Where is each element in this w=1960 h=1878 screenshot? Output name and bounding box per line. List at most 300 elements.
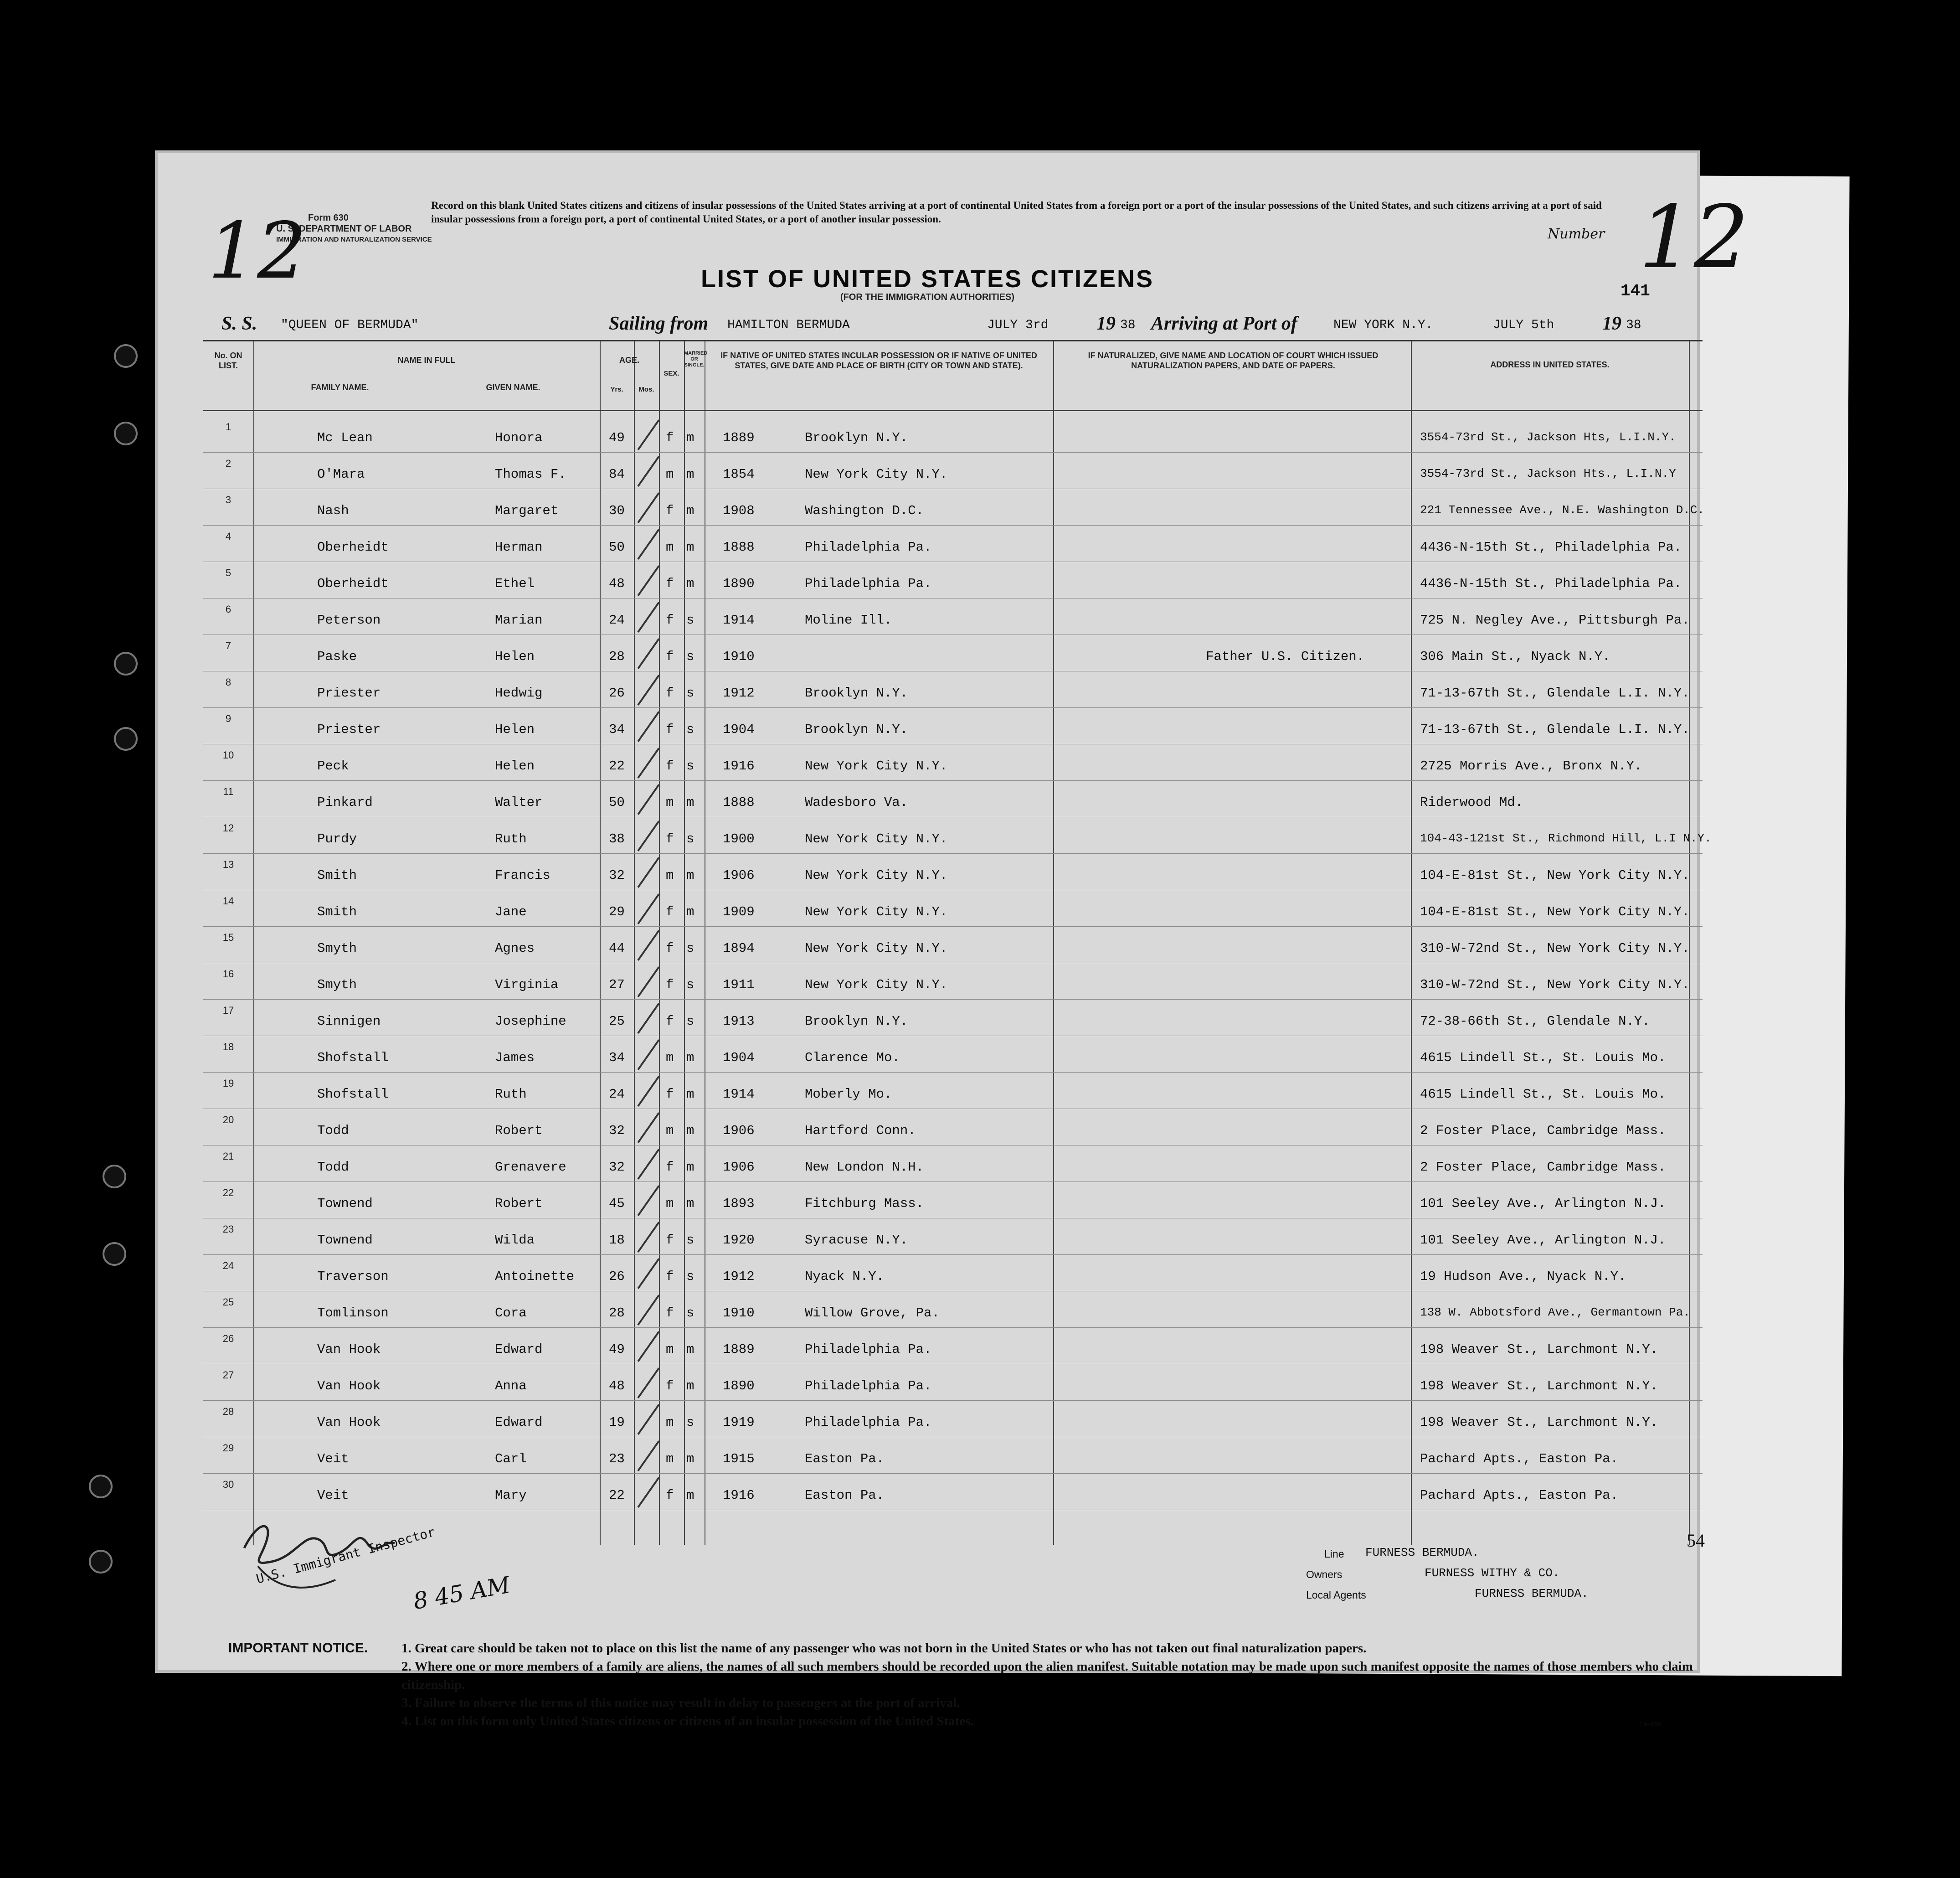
address: 104-E-81st St., New York City N.Y. (1420, 868, 1690, 883)
married-single: s (686, 686, 694, 701)
address: 198 Weaver St., Larchmont N.Y. (1420, 1378, 1658, 1393)
header-months: Mos. (638, 386, 654, 393)
row-number: 12 (222, 822, 234, 834)
age-years: 24 (609, 1087, 625, 1102)
table-row (203, 745, 1703, 781)
arrival-year-prefix: 19 (1602, 313, 1621, 334)
age-years: 22 (609, 1488, 625, 1503)
owners-value: FURNESS WITHY & CO. (1425, 1566, 1560, 1580)
row-rule (203, 926, 1703, 927)
table-row (203, 1474, 1703, 1511)
family-name: O'Mara (317, 467, 365, 482)
family-name: Traverson (317, 1269, 389, 1284)
sex: m (666, 795, 674, 810)
check-mark (637, 893, 659, 924)
service: IMMIGRATION AND NATURALIZATION SERVICE (276, 236, 432, 243)
family-name: Priester (317, 722, 381, 737)
married-single: m (686, 1342, 694, 1357)
header-age: AGE. (619, 356, 639, 365)
address: 725 N. Negley Ave., Pittsburgh Pa. (1420, 613, 1690, 628)
birth-place: Washington D.C. (805, 503, 924, 518)
agents-value: FURNESS BERMUDA. (1475, 1587, 1589, 1600)
row-number: 30 (222, 1479, 234, 1490)
sex: f (666, 941, 674, 956)
row-number: 23 (222, 1223, 234, 1235)
page-subtitle: (FOR THE IMMIGRATION AUTHORITIES) (840, 292, 1015, 302)
row-number: 3 (225, 494, 231, 506)
age-years: 32 (609, 1123, 625, 1138)
birth-year: 1913 (723, 1014, 755, 1029)
given-name: Ruth (495, 831, 527, 846)
table-row (203, 1365, 1703, 1401)
family-name: Priester (317, 686, 381, 701)
age-years: 48 (609, 1378, 625, 1393)
line-value: FURNESS BERMUDA. (1365, 1546, 1479, 1559)
married-single: m (686, 1123, 694, 1138)
notice-label: IMPORTANT NOTICE. (228, 1641, 368, 1656)
address: Pachard Apts., Easton Pa. (1420, 1488, 1619, 1503)
stamp-time: 8 45 AM (411, 1571, 512, 1615)
row-number: 4 (225, 531, 231, 542)
given-name: Francis (495, 868, 550, 883)
table-row (203, 672, 1703, 708)
sex: m (666, 1123, 674, 1138)
check-mark (637, 1003, 659, 1034)
family-name: Veit (317, 1451, 349, 1466)
married-single: m (686, 868, 694, 883)
table-row (203, 1073, 1703, 1109)
row-number: 20 (222, 1114, 234, 1125)
age-years: 22 (609, 758, 625, 774)
sex: f (666, 613, 674, 628)
table-row (203, 1109, 1703, 1146)
given-name: Edward (495, 1342, 543, 1357)
age-years: 50 (609, 795, 625, 810)
age-years: 48 (609, 576, 625, 591)
age-years: 50 (609, 540, 625, 555)
family-name: Van Hook (317, 1342, 381, 1357)
birth-place: Brooklyn N.Y. (805, 1014, 908, 1029)
given-name: Helen (495, 649, 535, 664)
birth-place: Brooklyn N.Y. (805, 722, 908, 737)
given-name: James (495, 1050, 535, 1065)
header-given-name: GIVEN NAME. (486, 383, 540, 392)
married-single: m (686, 1160, 694, 1175)
check-mark (637, 1076, 659, 1107)
header-name-in-full: NAME IN FULL (397, 356, 456, 365)
row-number: 24 (222, 1260, 234, 1271)
row-rule (203, 853, 1703, 854)
address: 310-W-72nd St., New York City N.Y. (1420, 977, 1690, 992)
row-number: 26 (222, 1333, 234, 1344)
punch-hole (103, 1242, 126, 1266)
address: 71-13-67th St., Glendale L.I. N.Y. (1420, 722, 1690, 737)
family-name: Van Hook (317, 1378, 381, 1393)
address: 101 Seeley Ave., Arlington N.J. (1420, 1233, 1666, 1248)
given-name: Wilda (495, 1233, 535, 1248)
age-years: 27 (609, 977, 625, 992)
given-name: Marian (495, 613, 543, 628)
family-name: Van Hook (317, 1415, 381, 1430)
birth-place: Clarence Mo. (805, 1050, 900, 1065)
check-mark (637, 748, 659, 779)
sex: f (666, 904, 674, 919)
check-mark (637, 419, 659, 450)
check-mark (637, 930, 659, 961)
birth-place: Philadelphia Pa. (805, 1378, 932, 1393)
row-number: 11 (223, 786, 234, 797)
given-name: Robert (495, 1196, 543, 1211)
birth-year: 1914 (723, 613, 755, 628)
row-number: 15 (222, 932, 234, 943)
birth-place: Philadelphia Pa. (805, 576, 932, 591)
stamp-text: U.S. Immigrant Inspector (254, 1524, 437, 1587)
birth-place: Syracuse N.Y. (805, 1233, 908, 1248)
address: 310-W-72nd St., New York City N.Y. (1420, 941, 1690, 956)
given-name: Ethel (495, 576, 535, 591)
married-single: s (686, 1233, 694, 1248)
birth-year: 1910 (723, 649, 755, 664)
birth-place: Philadelphia Pa. (805, 1342, 932, 1357)
age-years: 38 (609, 831, 625, 846)
family-name: Smyth (317, 977, 357, 992)
sex: f (666, 649, 674, 664)
married-single: s (686, 1269, 694, 1284)
header-address: ADDRESS IN UNITED STATES. (1490, 360, 1610, 369)
given-name: Cora (495, 1305, 527, 1321)
given-name: Helen (495, 722, 535, 737)
given-name: Edward (495, 1415, 543, 1430)
sex: f (666, 722, 674, 737)
header-family-name: FAMILY NAME. (311, 383, 369, 392)
address: 4615 Lindell St., St. Louis Mo. (1420, 1050, 1666, 1065)
address: 4436-N-15th St., Philadelphia Pa. (1420, 576, 1682, 591)
age-years: 49 (609, 430, 625, 445)
family-name: Paske (317, 649, 357, 664)
punch-hole (89, 1550, 113, 1574)
table-row (203, 1000, 1703, 1037)
check-mark (637, 1112, 659, 1143)
given-name: Thomas F. (495, 467, 566, 482)
arrival-year-suffix: 38 (1626, 318, 1641, 332)
address: 104-43-121st St., Richmond Hill, L.I N.Y. (1420, 831, 1712, 845)
address: Riderwood Md. (1420, 795, 1523, 810)
row-rule (203, 1254, 1703, 1255)
row-rule (203, 780, 1703, 781)
table-row (203, 1255, 1703, 1292)
row-number: 6 (225, 604, 231, 615)
row-number: 25 (222, 1296, 234, 1308)
table-row (203, 708, 1703, 745)
family-name: Smyth (317, 941, 357, 956)
row-number: 1 (225, 421, 231, 433)
given-name: Ruth (495, 1087, 527, 1102)
table-row (203, 818, 1712, 854)
form-number: Form 630 (308, 213, 349, 223)
check-mark (637, 1295, 659, 1326)
check-mark (637, 492, 659, 523)
sex: f (666, 977, 674, 992)
check-mark (637, 1477, 659, 1508)
age-years: 34 (609, 722, 625, 737)
birth-place: Moline Ill. (805, 613, 892, 628)
given-name: Honora (495, 430, 543, 445)
row-rule (203, 1327, 1703, 1328)
form-code: 14—608 (1639, 1721, 1662, 1728)
married-single: m (686, 1050, 694, 1065)
address: 138 W. Abbotsford Ave., Germantown Pa. (1420, 1305, 1690, 1319)
instructions-text: Record on this blank United States citizens and citizens of insular possessions of the United States arriving at a port of continental United States from a foreign port or a port of the insular possessions of the United States, and such citizens arriving at a port of said insular possessions from a foreign port, a port of continental United States, or a port of another insular possession. (431, 200, 1602, 225)
given-name: Herman (495, 540, 543, 555)
table-row (203, 1328, 1703, 1365)
address: 72-38-66th St., Glendale N.Y. (1420, 1014, 1650, 1029)
header-no-on-list: No. ON LIST. (214, 351, 242, 370)
header-married-single: MARRIED OR SINGLE. (684, 351, 708, 368)
age-years: 84 (609, 467, 625, 482)
row-number: 14 (222, 895, 234, 907)
given-name: Mary (495, 1488, 527, 1503)
table-row (203, 964, 1703, 1000)
address: 4615 Lindell St., St. Louis Mo. (1420, 1087, 1666, 1102)
row-number: 29 (222, 1442, 234, 1454)
married-single: s (686, 1014, 694, 1029)
married-single: m (686, 576, 694, 591)
arriving-label: Arriving at Port of (1151, 313, 1297, 334)
age-years: 29 (609, 904, 625, 919)
address: 71-13-67th St., Glendale L.I. N.Y. (1420, 686, 1690, 701)
address: 2 Foster Place, Cambridge Mass. (1420, 1160, 1666, 1175)
family-name: Shofstall (317, 1087, 389, 1102)
age-years: 26 (609, 1269, 625, 1284)
row-number: 28 (222, 1406, 234, 1417)
family-name: Todd (317, 1160, 349, 1175)
header-years: Yrs. (610, 386, 623, 393)
age-years: 28 (609, 1305, 625, 1321)
check-mark (637, 529, 659, 560)
row-number: 7 (225, 640, 231, 651)
punch-hole (89, 1475, 113, 1498)
birth-place: Philadelphia Pa. (805, 540, 932, 555)
birth-place: New London N.H. (805, 1160, 924, 1175)
row-rule (203, 707, 1703, 708)
check-mark (637, 966, 659, 997)
sex: m (666, 1415, 674, 1430)
check-mark (637, 1440, 659, 1471)
age-years: 32 (609, 1160, 625, 1175)
punch-hole (114, 727, 138, 751)
family-name: Peck (317, 758, 349, 774)
birth-year: 1919 (723, 1415, 755, 1430)
sex: m (666, 467, 674, 482)
address: 3554-73rd St., Jackson Hts., L.I.N.Y (1420, 467, 1676, 480)
header-divider (203, 410, 1703, 411)
sex: m (666, 540, 674, 555)
birth-year: 1889 (723, 1342, 755, 1357)
birth-year: 1914 (723, 1087, 755, 1102)
sex: f (666, 576, 674, 591)
row-rule (203, 525, 1703, 526)
birth-year: 1906 (723, 1160, 755, 1175)
row-number: 19 (222, 1078, 234, 1089)
age-years: 19 (609, 1415, 625, 1430)
birth-year: 1890 (723, 1378, 755, 1393)
birth-year: 1894 (723, 941, 755, 956)
row-number: 27 (222, 1369, 234, 1381)
check-mark (637, 1039, 659, 1070)
sex: f (666, 1014, 674, 1029)
birth-place: New York City N.Y. (805, 467, 948, 482)
sex: m (666, 1451, 674, 1466)
birth-place: New York City N.Y. (805, 941, 948, 956)
family-name: Townend (317, 1196, 373, 1211)
notice-item: 2. Where one or more members of a family are aliens, the names of all such members should be recorded upon the alien manifest. Suitable notation may be made upon such manifest opposite the names of those members who claim citizenship. (401, 1659, 1693, 1692)
check-mark (637, 1185, 659, 1216)
notice-item: 1. Great care should be taken not to place on this list the name of any passenger who was not born in the United States or who has not taken out final naturalization papers. (401, 1641, 1367, 1656)
birth-place: Easton Pa. (805, 1451, 885, 1466)
family-name: Mc Lean (317, 430, 373, 445)
page-title: LIST OF UNITED STATES CITIZENS (701, 265, 1154, 293)
sex: f (666, 503, 674, 518)
table-row (203, 1292, 1703, 1328)
sex: f (666, 1378, 674, 1393)
table-row (203, 526, 1703, 562)
given-name: Carl (495, 1451, 527, 1466)
given-name: Jane (495, 904, 527, 919)
row-number: 16 (222, 968, 234, 980)
age-years: 24 (609, 613, 625, 628)
sail-year-prefix: 19 (1096, 313, 1116, 334)
birth-year: 1904 (723, 1050, 755, 1065)
check-mark (637, 711, 659, 742)
given-name: Antoinette (495, 1269, 575, 1284)
given-name: Anna (495, 1378, 527, 1393)
table-row (203, 1146, 1703, 1182)
table-row (203, 635, 1703, 672)
address: 198 Weaver St., Larchmont N.Y. (1420, 1415, 1658, 1430)
age-years: 28 (609, 649, 625, 664)
birth-place: Hartford Conn. (805, 1123, 916, 1138)
birth-place: New York City N.Y. (805, 831, 948, 846)
address: 2 Foster Place, Cambridge Mass. (1420, 1123, 1666, 1138)
header-birth: IF NATIVE OF UNITED STATES INCULAR POSSESSION OR IF NATIVE OF UNITED STATES, GIVE DATE AND PLACE OF BIRTH (CITY OR TOWN AND STATE). (720, 351, 1037, 370)
married-single: m (686, 467, 694, 482)
table-row (203, 490, 1703, 526)
address: 2725 Morris Ave., Bronx N.Y. (1420, 758, 1642, 774)
check-mark (637, 1149, 659, 1180)
check-mark (637, 602, 659, 633)
sex: m (666, 1050, 674, 1065)
sex: f (666, 686, 674, 701)
birth-year: 1906 (723, 868, 755, 883)
birth-year: 1906 (723, 1123, 755, 1138)
row-rule (203, 1400, 1703, 1401)
check-mark (637, 1222, 659, 1253)
birth-place: Brooklyn N.Y. (805, 430, 908, 445)
table-row (203, 453, 1703, 490)
passenger-table (203, 340, 1712, 1545)
sex: m (666, 1342, 674, 1357)
sail-year-suffix: 38 (1120, 318, 1136, 332)
sex: f (666, 1233, 674, 1248)
sex: f (666, 1305, 674, 1321)
check-mark (637, 675, 659, 706)
age-years: 26 (609, 686, 625, 701)
family-name: Tomlinson (317, 1305, 389, 1321)
given-name: Helen (495, 758, 535, 774)
family-name: Smith (317, 904, 357, 919)
table-row (203, 781, 1703, 818)
age-years: 34 (609, 1050, 625, 1065)
married-single: m (686, 503, 694, 518)
given-name: Agnes (495, 941, 535, 956)
family-name: Peterson (317, 613, 381, 628)
age-years: 49 (609, 1342, 625, 1357)
married-single: s (686, 1305, 694, 1321)
married-single: m (686, 904, 694, 919)
family-name: Oberheidt (317, 540, 389, 555)
given-name: Margaret (495, 503, 559, 518)
address: 306 Main St., Nyack N.Y. (1420, 649, 1610, 664)
row-rule (203, 999, 1703, 1000)
birth-year: 1888 (723, 795, 755, 810)
family-name: Pinkard (317, 795, 373, 810)
birth-place: New York City N.Y. (805, 868, 948, 883)
check-mark (637, 820, 659, 851)
married-single: m (686, 1488, 694, 1503)
birth-year: 1912 (723, 1269, 755, 1284)
birth-place: Wadesboro Va. (805, 795, 908, 810)
arrival-port: NEW YORK N.Y. (1333, 318, 1433, 332)
arrival-date: JULY 5th (1493, 318, 1554, 332)
birth-place: Nyack N.Y. (805, 1269, 885, 1284)
check-mark (637, 456, 659, 487)
family-name: Sinnigen (317, 1014, 381, 1029)
row-number: 2 (225, 458, 231, 469)
sex: m (666, 1196, 674, 1211)
married-single: s (686, 613, 694, 628)
address: 221 Tennessee Ave., N.E. Washington D.C. (1420, 503, 1705, 517)
punch-hole (114, 422, 138, 445)
ship-name: "QUEEN OF BERMUDA" (281, 318, 419, 332)
birth-year: 1900 (723, 831, 755, 846)
notice-item: 4. List on this form only United States citizens or citizens of an insular possession of the United States. (401, 1714, 974, 1728)
punch-hole (103, 1165, 126, 1188)
age-years: 45 (609, 1196, 625, 1211)
sailing-label: Sailing from (609, 313, 709, 334)
birth-year: 1888 (723, 540, 755, 555)
married-single: s (686, 1415, 694, 1430)
row-number: 13 (222, 859, 234, 870)
married-single: m (686, 1378, 694, 1393)
age-years: 18 (609, 1233, 625, 1248)
address: 104-E-81st St., New York City N.Y. (1420, 904, 1690, 919)
row-number: 10 (222, 749, 234, 761)
table-row (203, 927, 1703, 964)
birth-year: 1910 (723, 1305, 755, 1321)
birth-year: 1916 (723, 1488, 755, 1503)
age-years: 44 (609, 941, 625, 956)
married-single: s (686, 649, 694, 664)
row-number: 17 (222, 1005, 234, 1016)
row-rule (203, 1072, 1703, 1073)
birth-year: 1909 (723, 904, 755, 919)
handwritten-list-number: 12 (208, 206, 307, 296)
check-mark (637, 1331, 659, 1362)
sailing-from: HAMILTON BERMUDA (727, 318, 850, 332)
row-rule (203, 1181, 1703, 1182)
birth-year: 1911 (723, 977, 755, 992)
address: Pachard Apts., Easton Pa. (1420, 1451, 1619, 1466)
